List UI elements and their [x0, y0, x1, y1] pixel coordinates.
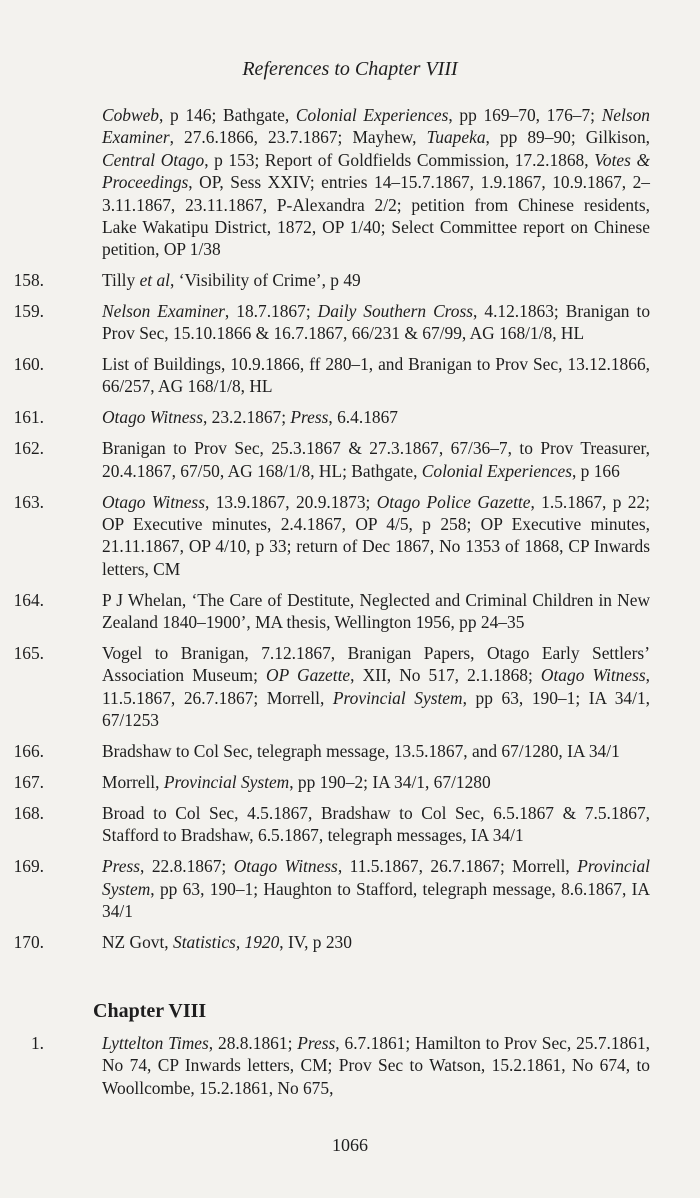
reference-entry [13, 740, 650, 762]
reference-entry [13, 771, 650, 793]
reference-text: , 6.4.1867 [328, 407, 398, 428]
reference-title: Statistics, 1920 [173, 932, 280, 952]
reference-number: 168. [13, 802, 44, 823]
reference-text: , 23.2.1867; [202, 407, 291, 428]
reference-text: , pp 63, 190–1; Haughton to Stafford, telegraph message, 8.6.1867, IA 34/1 [102, 878, 650, 922]
reference-text: , 6.7.1861; Hamilton to Prov Sec, 25.7.1861, No 74, CP Inwards letters, CM; Prov Sec to Watson, 15.2.1861, No 674, to Woollcombe, 15.2.1861, No 675, [102, 1033, 651, 1098]
reference-title: Votes & Proceedings [102, 149, 650, 193]
reference-number: 165. [13, 643, 44, 664]
reference-text: , XII, No 517, 2.1.1868; [350, 665, 541, 686]
reference-title: Cobweb [102, 105, 160, 125]
reference-text: , OP, Sess XXIV; entries 14–15.7.1867, 1.9.1867, 10.9.1867, 2–3.11.1867, 23.11.1867, P-Alexandra 2/2; petition from Chinese residents, Lake Wakatipu District, 1872, OP 1/40; Select Committee report on Chinese petition, OP 1/38 [102, 172, 650, 260]
chapter-heading: Chapter VIII [93, 1000, 207, 1022]
reference-text: Vogel to Branigan, 7.12.1867, Branigan Papers, Otago Early Settlers’ Association Museum; [102, 643, 650, 686]
reference-number: 161. [13, 407, 44, 428]
reference-title: Nelson Examiner [102, 105, 650, 148]
reference-title: Lyttelton Times [102, 1033, 209, 1053]
reference-text: Branigan to Prov Sec, 25.3.1867 & 27.3.1867, 67/36–7, to Prov Treasurer, 20.4.1867, 67/50, AG 168/1/8, HL; Bathgate, [102, 438, 650, 481]
reference-title: Press [102, 856, 140, 877]
reference-entry [30, 1032, 651, 1099]
reference-text: NZ Govt, [102, 932, 174, 952]
reference-text: , IV, p 230 [279, 932, 352, 952]
reference-text: , 1.5.1867, p 22; OP Executive minutes, 2.4.1867, OP 4/5, p 258; OP Executive minutes, 21.11.1867, OP 4/10, p 33; return of Dec 1867, No 1353 of 1868, CP Inwards letters, CM [102, 491, 651, 579]
reference-title: Daily Southern Cross [317, 300, 474, 321]
reference-title: Colonial Experiences [295, 105, 449, 125]
reference-text: Broad to Col Sec, 4.5.1867, Bradshaw to Col Sec, 6.5.1867 & 7.5.1867, Stafford to Bradshaw, 6.5.1867, telegraph messages, IA 34/1 [102, 802, 650, 846]
reference-entry [13, 406, 650, 428]
reference-number: 1. [30, 1033, 44, 1053]
reference-entry [13, 437, 650, 482]
reference-text: P J Whelan, ‘The Care of Destitute, Neglected and Criminal Children in New Zealand 1840–1900’, MA thesis, Wellington 1956, pp 24–35 [102, 589, 650, 633]
reference-text: Bradshaw to Col Sec, telegraph message, 13.5.1867, and 67/1280, IA 34/1 [102, 741, 620, 762]
reference-title: Press [297, 1033, 336, 1053]
reference-title: Nelson Examiner [102, 300, 225, 321]
reference-title: Tuapeka [426, 127, 486, 148]
reference-text: , p 146; Bathgate, [159, 105, 296, 125]
reference-number: 164. [13, 589, 44, 610]
reference-title: Press [290, 407, 329, 428]
reference-text: , 11.5.1867, 26.7.1867; Morrell, [337, 856, 578, 877]
reference-number: 170. [13, 932, 44, 952]
reference-entry [13, 269, 650, 291]
reference-number: 167. [13, 772, 44, 793]
chapter-reference-list [30, 1032, 651, 1108]
reference-number: 169. [13, 856, 44, 877]
reference-entry [13, 589, 650, 634]
reference-text: , 27.6.1866, 23.7.1867; Mayhew, [169, 127, 427, 148]
reference-entry [13, 931, 650, 953]
reference-text: , pp 169–70, 176–7; [448, 105, 602, 125]
reference-title: Otago Witness [102, 491, 205, 512]
reference-entry [13, 642, 650, 732]
reference-text: , 22.8.1867; [140, 856, 234, 877]
reference-text: , 11.5.1867, 26.7.1867; Morrell, [102, 665, 650, 708]
reference-text: List of Buildings, 10.9.1866, ff 280–1, and Branigan to Prov Sec, 13.12.1866, 66/257, AG 168/1/8, HL [102, 354, 650, 397]
reference-entry [13, 300, 651, 345]
reference-number: 159. [13, 300, 44, 321]
reference-title: Otago Witness [102, 407, 203, 428]
reference-title: Colonial Experiences [421, 460, 572, 481]
reference-title: Central Otago [102, 149, 205, 170]
reference-number: 158. [13, 269, 44, 290]
reference-text: , pp 63, 190–1; IA 34/1, 67/1253 [102, 687, 650, 731]
reference-title: et al [139, 269, 170, 290]
reference-text: , 18.7.1867; [224, 300, 318, 321]
reference-number: 160. [13, 354, 44, 375]
reference-entry [13, 353, 650, 398]
reference-entry [102, 104, 650, 261]
reference-title: Otago Witness [233, 856, 338, 877]
reference-entry [13, 855, 651, 922]
reference-text: Tilly [102, 269, 140, 290]
reference-text: , pp 190–2; IA 34/1, 67/1280 [289, 772, 491, 793]
reference-text: , 13.9.1867, 20.9.1873; [204, 491, 377, 512]
reference-text: , pp 89–90; Gilkison, [485, 127, 650, 148]
reference-entry [13, 491, 651, 581]
reference-list [13, 104, 651, 962]
reference-text: , 4.12.1863; Branigan to Prov Sec, 15.10.1866 & 16.7.1867, 66/231 & 67/99, AG 168/1/8, HL [102, 300, 651, 344]
reference-text: , p 166 [571, 460, 620, 481]
reference-title: Provincial System [163, 772, 290, 793]
running-header: References to Chapter VIII [242, 58, 458, 80]
reference-text: , ‘Visibility of Crime’, p 49 [170, 269, 361, 290]
page-number: 1066 [332, 1135, 368, 1155]
reference-text: Morrell, [102, 772, 164, 793]
reference-number: 166. [13, 741, 44, 762]
reference-entry [13, 802, 650, 847]
reference-number: 163. [13, 491, 44, 512]
reference-title: Otago Police Gazette [376, 491, 531, 512]
reference-text: , p 153; Report of Goldfields Commission, 17.2.1868, [204, 149, 595, 170]
reference-title: Otago Witness [540, 665, 646, 686]
reference-title: Provincial System [332, 687, 463, 708]
reference-number: 162. [13, 438, 44, 459]
reference-title: OP Gazette [266, 665, 351, 686]
reference-title: Provincial System [102, 856, 651, 899]
reference-text: , 28.8.1861; [208, 1033, 298, 1053]
